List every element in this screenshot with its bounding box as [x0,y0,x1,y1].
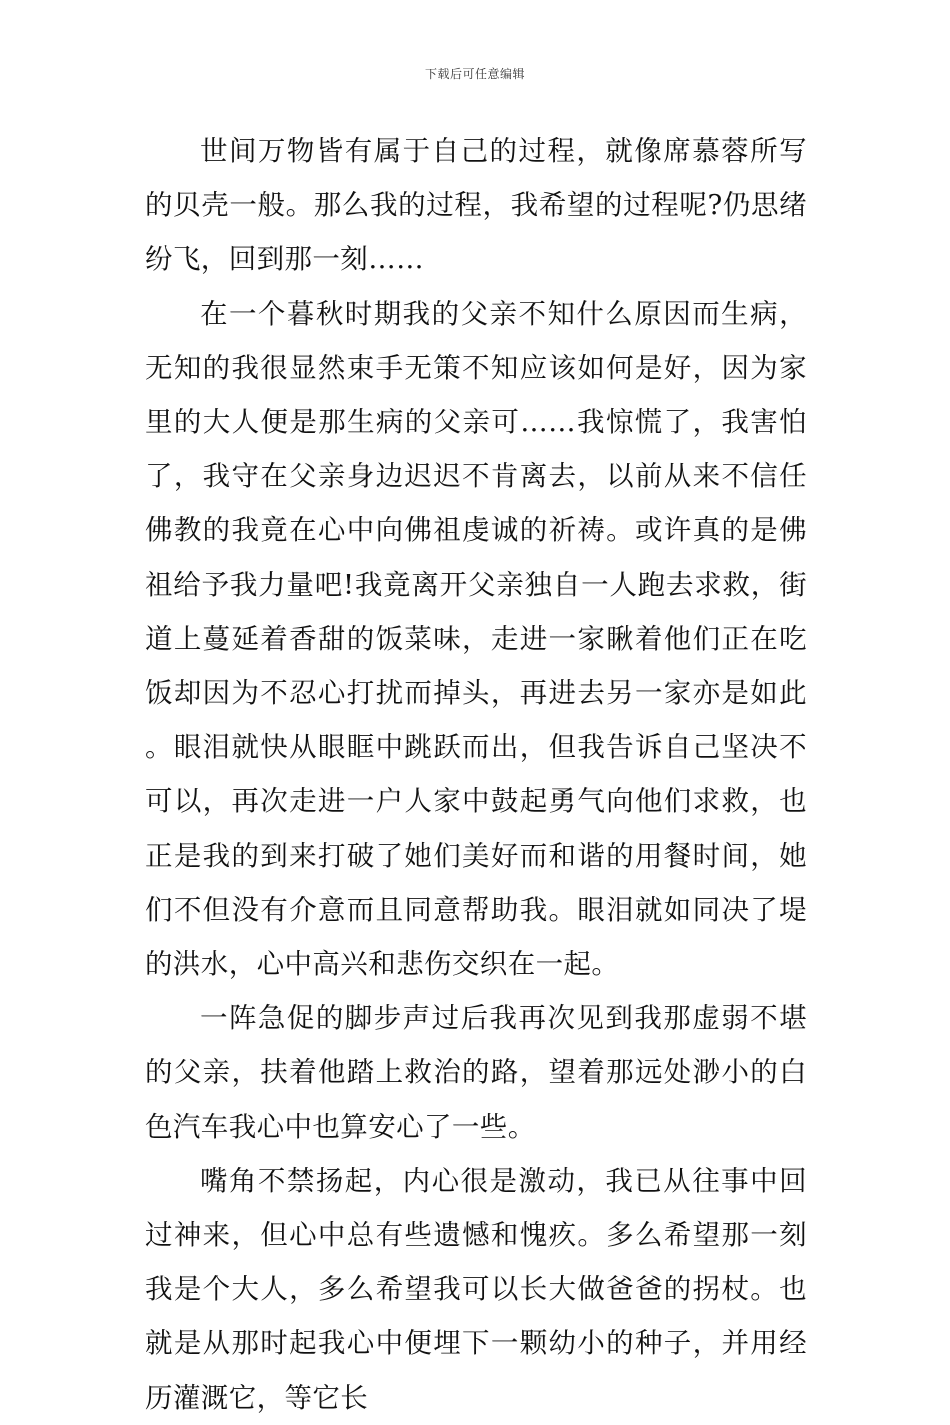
page-header-note: 下载后可任意编辑 [424,67,525,81]
document-body [145,124,807,1425]
paragraph-2: 在一个暮秋时期我的父亲不知什么原因而生病，无知的我很显然束手无策不知应该如何是好，因为家里的大人便是那生病的父亲可……我惊慌了，我害怕了，我守在父亲身边迟迟不肯离去，以前从来不信任佛教的我竟在心中向佛祖虔诚的祈祷。或许真的是佛祖给予我力量吧!我竟离开父亲独自一人跑去求救，街道上蔓延着香甜的饭菜味，走进一家瞅着他们正在吃饭却因为不忍心打扰而掉头，再进去另一家亦是如此。眼泪就快从眼眶中跳跃而出，但我告诉自己坚决不可以，再次走进一户人家中鼓起勇气向他们求救，也正是我的到来打破了她们美好而和谐的用餐时间，她们不但没有介意而且同意帮助我。眼泪就如同决了堤的洪水，心中高兴和悲伤交织在一起。 [145,297,807,981]
paragraph-1: 世间万物皆有属于自己的过程，就像席慕蓉所写的贝壳一般。那么我的过程，我希望的过程呢?仍思绪纷飞，回到那一刻…… [145,135,807,276]
paragraph-4: 嘴角不禁扬起，内心很是激动，我已从往事中回过神来，但心中总有些遗憾和愧疚。多么希望那一刻我是个大人，多么希望我可以长大做爸爸的拐杖。也就是从那时起我心中便埋下一颗幼小的种子，并用经历灌溉它，等它长 [145,1164,807,1414]
paragraph-3: 一阵急促的脚步声过后我再次见到我那虚弱不堪的父亲，扶着他踏上救治的路，望着那远处渺小的白色汽车我心中也算安心了一些。 [145,1002,807,1143]
